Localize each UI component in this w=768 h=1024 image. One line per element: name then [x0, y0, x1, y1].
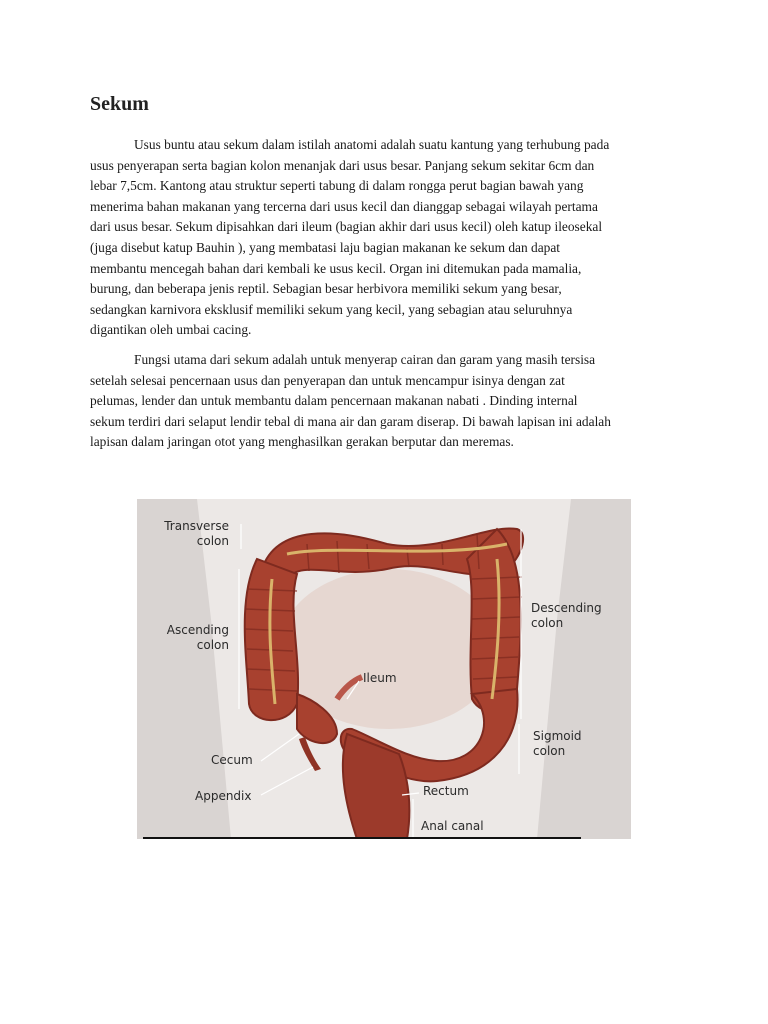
text-line: sedangkan karnivora eksklusif memiliki sekum yang kecil, yang sebagian atau seluruhnya	[90, 301, 573, 317]
text-line: menerima bahan makanan yang tercerna dari usus kecil dan dianggap sebagai wilayah pertama	[90, 198, 598, 214]
text-line: pelumas, lender dan untuk membantu dalam pencernaan makanan nabati . Dinding internal	[90, 393, 578, 409]
text-line: dari usus besar. Sekum dipisahkan dari ileum (bagian akhir dari usus kecil) oleh katup ileosekal	[90, 219, 603, 235]
label-cecum: Cecum	[211, 753, 253, 767]
text-line: usus penyerapan serta bagian kolon menanjak dari usus besar. Panjang sekum sekitar 6cm dan	[90, 157, 595, 173]
text-line: membantu mencegah bahan dari kembali ke usus kecil. Organ ini ditemukan pada mamalia,	[90, 260, 582, 276]
colon-illustration	[137, 499, 631, 839]
label-rectum: Rectum	[423, 784, 469, 798]
label-anal-canal: Anal canal	[421, 819, 484, 833]
paragraph-2	[90, 350, 680, 453]
text-line: Usus buntu atau sekum dalam istilah anatomi adalah suatu kantung yang terhubung pada	[134, 137, 610, 152]
label-ileum: Ileum	[363, 671, 397, 685]
text-line: Fungsi utama dari sekum adalah untuk menyerap cairan dan garam yang masih tersisa	[134, 352, 596, 367]
horizontal-rule	[143, 837, 581, 839]
text-line: sekum terdiri dari selaput lendir tebal di mana air dan garam diserap. Di bawah lapisan ini adalah	[90, 413, 611, 429]
text-line: setelah selesai pencernaan usus dan penyerapan dan untuk mencampur isinya dengan zat	[90, 372, 565, 388]
paragraph-1	[90, 135, 680, 341]
label-appendix: Appendix	[195, 789, 252, 803]
section-title: Sekum	[90, 93, 149, 115]
text-line: lebar 7,5cm. Kantong atau struktur seperti tabung di dalam rongga perut bagian bawah yang	[90, 178, 584, 194]
text-line: lapisan dalam jaringan otot yang menghasilkan gerakan berputar dan meremas.	[90, 434, 514, 450]
label-ascending-colon: Ascending colon	[166, 623, 229, 652]
label-transverse-colon: Transverse colon	[164, 519, 229, 548]
text-line: burung, dan beberapa jenis reptil. Sebagian besar herbivora memiliki sekum yang besar,	[90, 281, 562, 297]
text-line: (juga disebut katup Bauhin ), yang membatasi laju bagian makanan ke sekum dan dapat	[90, 239, 561, 255]
text-line: digantikan oleh umbai cacing.	[90, 322, 252, 338]
label-sigmoid-colon: Sigmoid colon	[533, 729, 582, 758]
label-descending-colon: Descending colon	[531, 601, 602, 630]
colon-anatomy-figure	[137, 499, 631, 839]
